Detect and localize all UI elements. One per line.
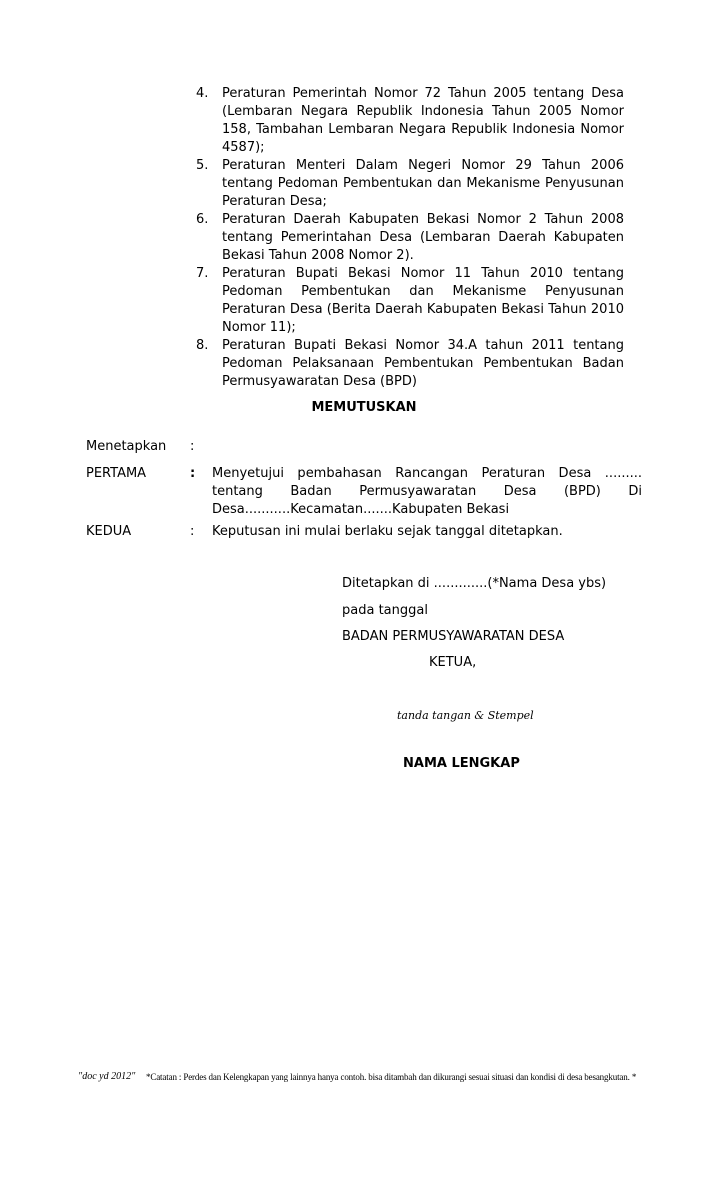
decree-label: KEDUA (86, 524, 132, 539)
signature-institution: BADAN PERMUSYAWARATAN DESA (342, 629, 565, 644)
decree-row-pertama (86, 465, 642, 519)
doc-stamp: "doc yd 2012" (78, 1071, 136, 1082)
decree-row-menetapkan (86, 438, 642, 456)
section-heading: MEMUTUSKAN (311, 400, 417, 415)
list-item (196, 211, 624, 265)
list-item-text: Peraturan Bupati Bekasi Nomor 34.A tahun 2011 tentang Pedoman Pelaksanaan Pembentukan Pembentukan Badan Permusyawaratan Desa (BPD) (222, 338, 624, 389)
list-item (196, 157, 624, 211)
list-item (196, 85, 624, 157)
decree-colon: : (190, 466, 196, 481)
decree-label: Menetapkan (86, 439, 167, 454)
decree-label: PERTAMA (86, 466, 147, 481)
decree-text: Keputusan ini mulai berlaku sejak tanggal ditetapkan. (212, 524, 563, 539)
signatory-name: NAMA LENGKAP (403, 756, 520, 771)
list-item-number: 7. (196, 266, 209, 281)
signature-note: tanda tangan & Stempel (397, 709, 534, 722)
list-item-text: Peraturan Daerah Kabupaten Bekasi Nomor 2 Tahun 2008 tentang Pemerintahan Desa (Lembaran Daerah Kabupaten Bekasi Tahun 2008 Nomor 2). (222, 212, 624, 263)
list-item (196, 265, 624, 337)
list-item-text: Peraturan Menteri Dalam Negeri Nomor 29 Tahun 2006 tentang Pedoman Pembentukan dan Mekanisme Penyusunan Peraturan Desa; (222, 158, 624, 209)
list-item-number: 8. (196, 338, 209, 353)
footer-note: *Catatan : Perdes dan Kelengkapan yang lainnya hanya contoh. bisa ditambah dan dikurangi sesuai situasi dan kondisi di desa besangkutan. * (146, 1072, 637, 1082)
signature-position: KETUA, (429, 655, 477, 670)
list-item-number: 5. (196, 158, 209, 173)
signature-place: Ditetapkan di .............(*Nama Desa ybs) (342, 576, 607, 591)
decree-row-kedua (86, 523, 642, 541)
signature-date: pada tanggal (342, 603, 428, 618)
list-item (196, 337, 624, 391)
considerations-list (196, 85, 624, 391)
list-item-text: Peraturan Pemerintah Nomor 72 Tahun 2005 tentang Desa (Lembaran Negara Republik Indonesia Tahun 2005 Nomor 158, Tambahan Lembaran Negara Republik Indonesia Nomor 4587); (222, 86, 624, 155)
decree-colon: : (190, 524, 195, 539)
list-item-text: Peraturan Bupati Bekasi Nomor 11 Tahun 2010 tentang Pedoman Pembentukan dan Mekanisme Penyusunan Peraturan Desa (Berita Daerah Kabupaten Bekasi Tahun 2010 Nomor 11); (222, 266, 624, 335)
decree-colon: : (190, 439, 195, 454)
list-item-number: 6. (196, 212, 209, 227)
list-item-number: 4. (196, 86, 209, 101)
decree-text: Menyetujui pembahasan Rancangan Peraturan Desa ......... tentang Badan Permusyawaratan Desa (BPD) Di Desa...........Kecamatan.......Kabupaten Bekasi (212, 466, 642, 517)
